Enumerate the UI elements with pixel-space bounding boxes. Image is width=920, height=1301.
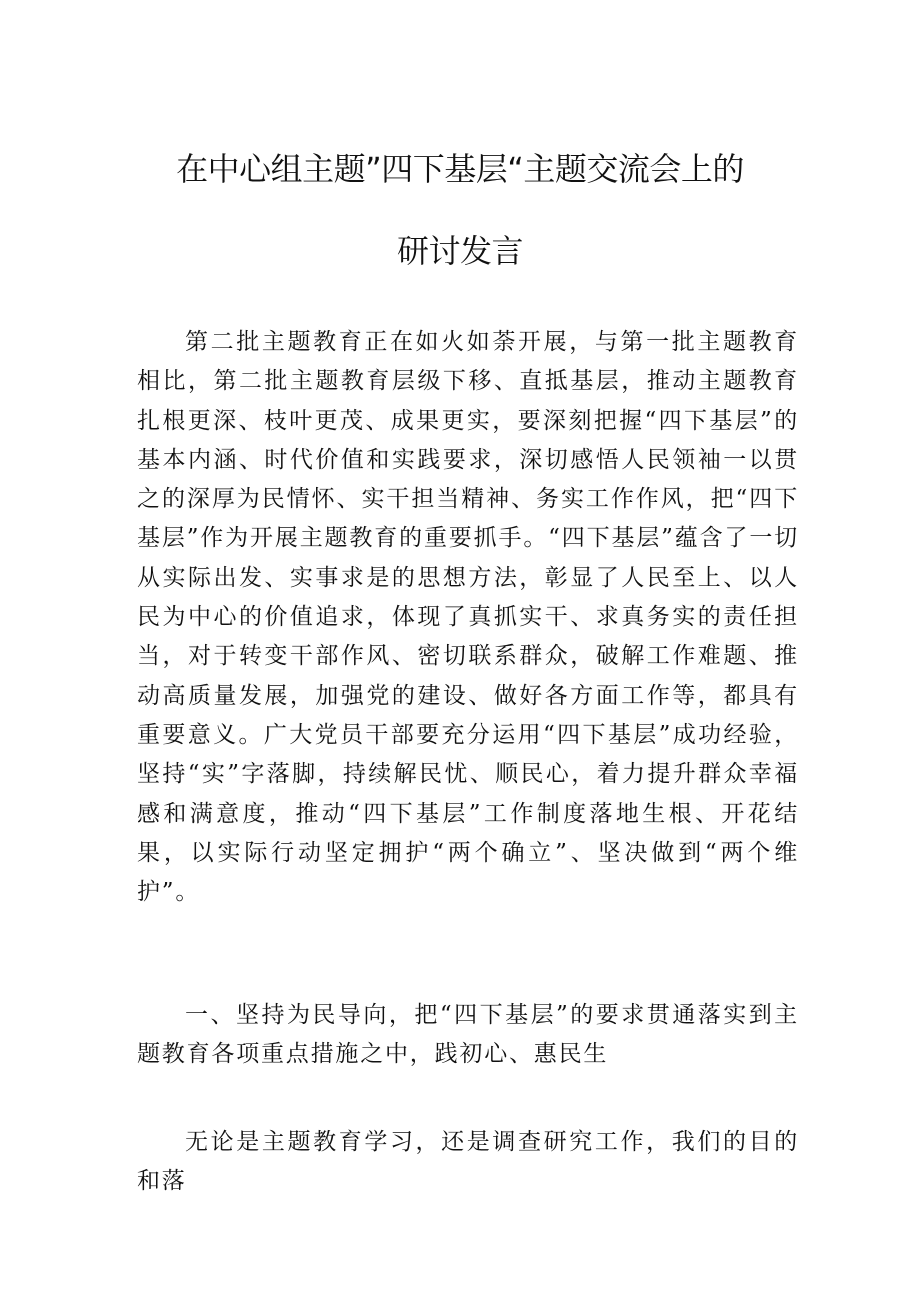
body-paragraph-intro: 第二批主题教育正在如火如荼开展，与第一批主题教育相比，第二批主题教育层级下移、直抵基层，推动主题教育扎根更深、枝叶更茂、成果更实，要深刻把握“四下基层”的基本内涵、时代价值和实践要求，深切感悟人民领袖一以贯之的深厚为民情怀、实干担当精神、务实工作作风，把“四下基层”作为开展主题教育的重要抓手。“四下基层”蕴含了一切从实际出发、实事求是的思想方法，彰显了人民至上、以人民为中心的价值追求，体现了真抓实干、求真务实的责任担当，对于转变干部作风、密切联系群众，破解工作难题、推动高质量发展，加强党的建设、做好各方面工作等，都具有重要意义。广大党员干部要充分运用“四下基层”成功经验，坚持“实”字落脚，持续解民忧、顺民心，着力提升群众幸福感和满意度，推动“四下基层”工作制度落地生根、开花结果，以实际行动坚定拥护“两个确立”、坚决做到“两个维护”。	[137, 329, 799, 906]
body-paragraph-section-1: 无论是主题教育学习，还是调查研究工作，我们的目的和落	[137, 1129, 799, 1195]
document-title-line-1: 在中心组主题”四下基层“主题交流会上的	[176, 150, 744, 188]
document-title-line-2: 研讨发言	[396, 232, 523, 270]
section-heading-1: 一、坚持为民导向，把“四下基层”的要求贯通落实到主题教育各项重点措施之中，践初心、惠民生	[137, 1002, 799, 1068]
